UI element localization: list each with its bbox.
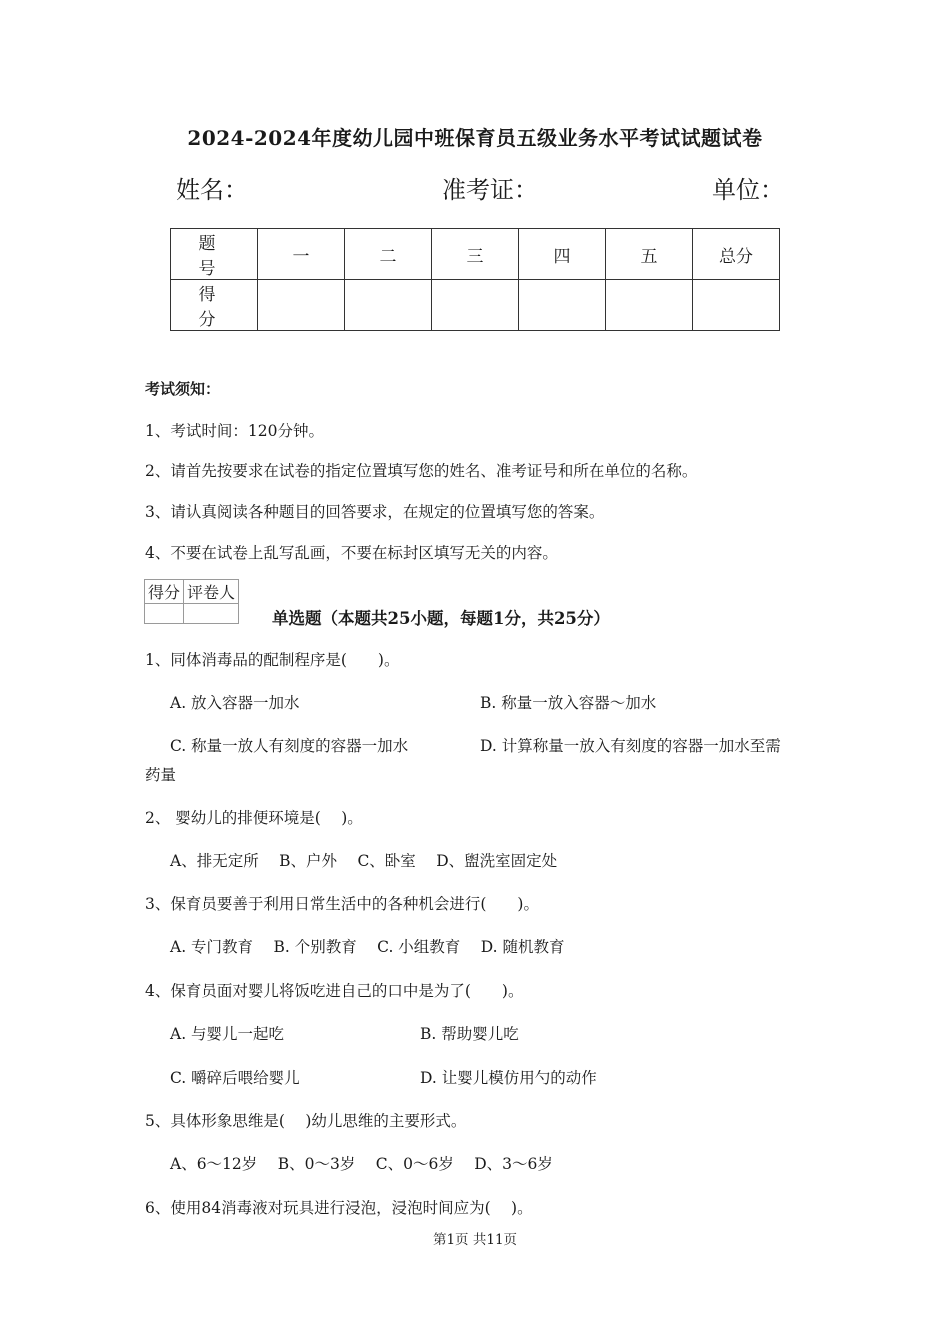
notice-item: 3、请认真阅读各种题目的回答要求，在规定的位置填写您的答案。 [145, 503, 605, 521]
score-cell[interactable] [606, 280, 693, 331]
score-table-header-label: 题 号 [171, 229, 258, 280]
question-5-stem: 5、具体形象思维是( )幼儿思维的主要形式。 [145, 1112, 467, 1130]
score-table [170, 228, 780, 331]
question-4-option-a[interactable]: A. 与婴儿一起吃 [170, 1025, 285, 1043]
question-4-option-b[interactable]: B. 帮助婴儿吃 [420, 1025, 519, 1043]
notice-item: 1、考试时间：120分钟。 [145, 422, 324, 440]
section-title: 单选题（本题共25小题，每题1分，共25分） [272, 609, 610, 628]
question-2-options[interactable]: A、排无定所 B、户外 C、卧室 D、盥洗室固定处 [170, 852, 558, 870]
notice-item: 4、不要在试卷上乱写乱画，不要在标封区填写无关的内容。 [145, 544, 558, 562]
question-4-option-d[interactable]: D. 让婴儿模仿用勺的动作 [420, 1069, 597, 1087]
score-table-header-total: 总分 [693, 229, 780, 280]
question-2-stem: 2、 婴幼儿的排便环境是( )。 [145, 809, 363, 827]
question-1-option-d-continued: 药量 [145, 766, 177, 784]
score-cell-total[interactable] [693, 280, 780, 331]
notice-item: 2、请首先按要求在试卷的指定位置填写您的姓名、准考证号和所在单位的名称。 [145, 462, 698, 480]
exam-title: 2024-2024年度幼儿园中班保育员五级业务水平考试试题试卷 [187, 126, 763, 150]
score-cell[interactable] [432, 280, 519, 331]
unit-field-label: 单位： [712, 176, 784, 204]
score-table-score-row [171, 280, 780, 331]
grader-box-score-label: 得分 [145, 580, 184, 604]
question-1-option-a[interactable]: A. 放入容器一加水 [170, 694, 300, 712]
grader-box-grader-label: 评卷人 [184, 580, 239, 604]
question-1-option-b[interactable]: B. 称量一放入容器～加水 [480, 694, 657, 712]
question-3-stem: 3、保育员要善于利用日常生活中的各种机会进行( )。 [145, 895, 539, 913]
score-cell[interactable] [519, 280, 606, 331]
score-cell[interactable] [345, 280, 432, 331]
question-1-stem: 1、同体消毒品的配制程序是( )。 [145, 651, 400, 669]
score-table-header-4: 四 [519, 229, 606, 280]
score-table-header-1: 一 [258, 229, 345, 280]
grader-box-grader-cell[interactable] [184, 604, 239, 624]
question-4-option-c[interactable]: C. 嚼碎后喂给婴儿 [170, 1069, 300, 1087]
grader-box [144, 579, 239, 624]
score-row-label: 得 分 [171, 280, 258, 331]
name-field-label: 姓名： [176, 176, 248, 204]
question-4-stem: 4、保育员面对婴儿将饭吃进自己的口中是为了( )。 [145, 982, 524, 1000]
exam-number-field-label: 准考证： [442, 176, 538, 204]
score-table-header-row [171, 229, 780, 280]
question-3-options[interactable]: A. 专门教育 B. 个别教育 C. 小组教育 D. 随机教育 [170, 938, 565, 956]
score-cell[interactable] [258, 280, 345, 331]
score-table-header-2: 二 [345, 229, 432, 280]
question-1-option-c[interactable]: C. 称量一放人有刻度的容器一加水 [170, 737, 409, 755]
page-footer: 第1页 共11页 [432, 1232, 518, 1248]
question-6-stem: 6、使用84消毒液对玩具进行浸泡，浸泡时间应为( )。 [145, 1199, 533, 1217]
question-1-option-d[interactable]: D. 计算称量一放入有刻度的容器一加水至需 [480, 737, 781, 755]
question-5-options[interactable]: A、6～12岁 B、0～3岁 C、0～6岁 D、3～6岁 [170, 1155, 553, 1173]
score-table-header-3: 三 [432, 229, 519, 280]
grader-box-score-cell[interactable] [145, 604, 184, 624]
score-table-header-5: 五 [606, 229, 693, 280]
notice-heading: 考试须知： [145, 380, 221, 398]
